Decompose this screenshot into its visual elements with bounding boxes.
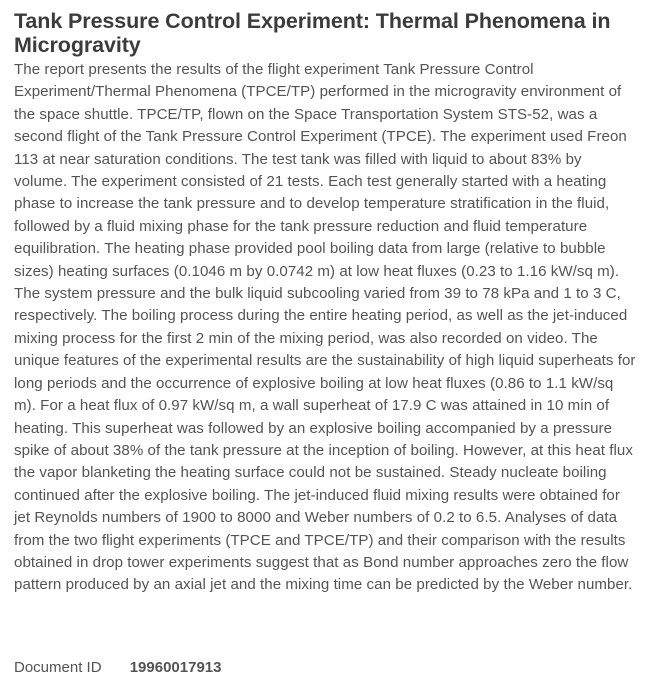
document-id-value: 19960017913 — [129, 659, 222, 676]
document-abstract: The report presents the results of the flight experiment Tank Pressure Control Experiment/Thermal Phenomena (TPCE/TP) performed in the microgravity environment of the space shuttle. TPCE/TP, flown on the Space Transportation System STS-52, was a second flight of the Tank Pressure Control Experiment (TPCE). The experiment used Freon 113 at near saturation conditions. The test tank was filled with liquid to about 83% by volume. The experiment consisted of 21 tests. Each test generally started with a heating phase to increase the tank pressure and to develop temperature stratification in the fluid, followed by a fluid mixing phase for the tank pressure reduction and fluid temperature equilibration. The heating phase provided pool boiling data from large (relative to bubble sizes) heating surfaces (0.1046 m by 0.0742 m) at low heat fluxes (0.23 to 1.16 kW/sq m). The system pressure and the bulk liquid subcooling varied from 39 to 78 kPa and 1 to 3 C, respectively. The boiling process during the entire heating period, as well as the jet-induced mixing process for the first 2 min of the mixing period, was also recorded on video. The unique features of the experimental results are the sustainability of high liquid superheats for long periods and the occurrence of explosive boiling at low heat fluxes (0.86 to 1.1 kW/sq m). For a heat flux of 0.97 kW/sq m, a wall superheat of 17.9 C was attained in 10 min of heating. This superheat was followed by an explosive boiling accompanied by a pressure spike of about 38% of the tank pressure at the inception of boiling. However, at this heat flux the vapor blanketing the heating surface could not be sustained. Steady nucleate boiling continued after the explosive boiling. The jet-induced fluid mixing results were obtained for jet Reynolds numbers of 1900 to 8000 and Weber numbers of 0.2 to 6.5. Analyses of data from the two flight experiments (TPCE and TPCE/TP) and their comparison with the results obtained in drop tower experiments suggest that as Bond number approaches zero the flow pattern produced by an axial jet and the mixing time can be predicted by the Weber number. — [14, 61, 636, 594]
document-id-row — [14, 657, 221, 679]
document-id-label: Document ID — [14, 659, 102, 676]
document-title: Tank Pressure Control Experiment: Thermal Phenomena in Microgravity — [14, 9, 611, 57]
document-body — [14, 9, 636, 597]
